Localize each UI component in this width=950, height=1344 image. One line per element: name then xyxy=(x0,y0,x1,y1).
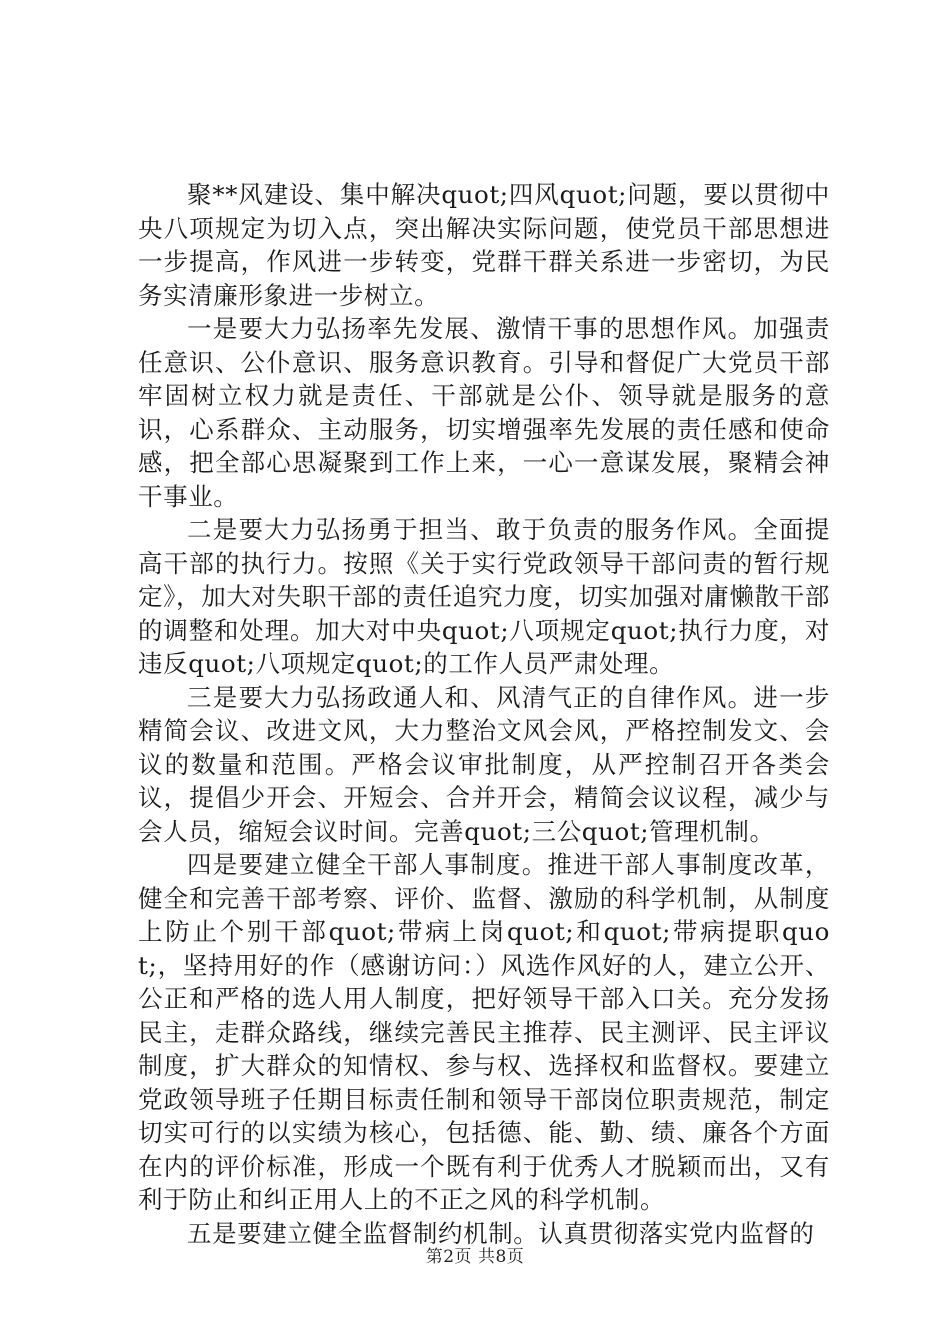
paragraph-point-3: 三是要大力弘扬政通人和、风清气正的自律作风。进一步精简会议、改进文风，大力整治文风会风，严格控制发文、会议的数量和范围。严格会议审批制度，从严控制召开各类会议，提倡少开会、开短会、合并开会，精简会议议程，减少与会人员，缩短会议时间。完善quot;三公quot;管理机制。 xyxy=(138,682,830,846)
paragraph-point-4: 四是要建立健全干部人事制度。推进干部人事制度改革，健全和完善干部考察、评价、监督、激励的科学机制，从制度上防止个别干部quot;带病上岗quot;和quot;带病提职quot;，坚持用好的作（感谢访问：）风选作风好的人，建立公开、公正和严格的选人用人制度，把好领导干部入口关。充分发扬民主，走群众路线，继续完善民主推荐、民主测评、民主评议制度，扩大群众的知情权、参与权、选择权和监督权。要建立党政领导班子任期目标责任制和领导干部岗位职责规范，制定切实可行的以实绩为核心，包括德、能、勤、绩、廉各个方面在内的评价标准，形成一个既有利于优秀人才脱颖而出，又有利于防止和纠正用人上的不正之风的科学机制。 xyxy=(138,850,830,1214)
page-number-footer: 第2页 共8页 xyxy=(425,1247,525,1267)
paragraph-point-2: 二是要大力弘扬勇于担当、敢于负责的服务作风。全面提高干部的执行力。按照《关于实行党政领导干部问责的暂行规定》，加大对失职干部的责任追究力度，切实加强对庸懒散干部的调整和处理。加大对中央quot;八项规定quot;执行力度，对违反quot;八项规定quot;的工作人员严肃处理。 xyxy=(138,515,830,678)
paragraph-point-5: 五是要建立健全监督制约机制。认真贯彻落实党内监督的 xyxy=(187,1218,815,1248)
paragraph-point-1: 一是要大力弘扬率先发展、激情干事的思想作风。加强责任意识、公仆意识、服务意识教育。引导和督促广大党员干部牢固树立权力就是责任、干部就是公仆、领导就是服务的意识，心系群众、主动服务，切实增强率先发展的责任感和使命感，把全部心思凝聚到工作上来，一心一意谋发展，聚精会神干事业。 xyxy=(138,314,830,511)
paragraph-intro: 聚**风建设、集中解决quot;四风quot;问题，要以贯彻中央八项规定为切入点，突出解决实际问题，使党员干部思想进一步提高，作风进一步转变，党群干群关系进一步密切，为民务实清廉形象进一步树立。 xyxy=(138,180,830,310)
document-body xyxy=(138,178,830,1250)
